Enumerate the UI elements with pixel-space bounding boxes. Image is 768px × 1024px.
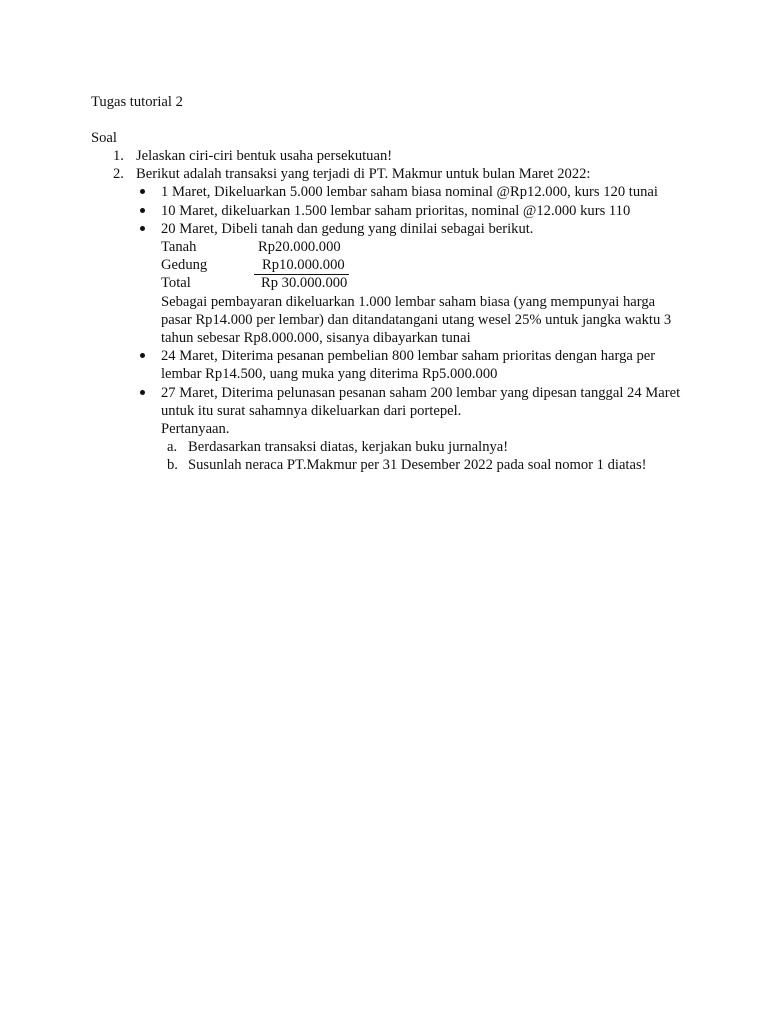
asset-label: Gedung <box>161 257 208 274</box>
pertanyaan-marker: a. <box>167 439 178 456</box>
transaction-text: 1 Maret, Dikeluarkan 5.000 lembar saham biasa nominal @Rp12.000, kurs 120 tunai <box>161 184 658 201</box>
asset-amount: Rp20.000.000 <box>258 239 341 256</box>
transaction-text: 24 Maret, Diterima pesanan pembelian 800 lembar saham prioritas dengan harga per lembar Rp14.500, uang muka yang diterima Rp5.000.000 <box>161 348 656 383</box>
soal-heading: Soal <box>91 130 117 146</box>
transaction-text: 20 Maret, Dibeli tanah dan gedung yang dinilai sebagai berikut. <box>161 220 534 237</box>
asset-total-amount: Rp 30.000.000 <box>258 274 347 292</box>
transaction-text: 10 Maret, dikeluarkan 1.500 lembar saham prioritas, nominal @12.000 kurs 110 <box>161 202 631 219</box>
bullet-icon <box>140 208 145 213</box>
pertanyaan-item-a <box>161 438 689 456</box>
pertanyaan-text: Berdasarkan transaksi diatas, kerjakan buku jurnalnya! <box>188 439 509 456</box>
question-number: 1. <box>113 148 124 164</box>
transaction-list <box>136 183 689 474</box>
question-list <box>0 147 689 475</box>
pertanyaan-list <box>161 438 689 474</box>
bullet-icon <box>140 390 145 395</box>
question-item-2 <box>0 165 689 474</box>
asset-label: Total <box>161 275 191 292</box>
question-item-1 <box>0 147 689 165</box>
bullet-icon <box>140 189 145 194</box>
pertanyaan-item-b <box>161 456 689 474</box>
asset-row-total <box>161 274 689 292</box>
transaction-item <box>0 202 689 220</box>
pertanyaan-heading: Pertanyaan. <box>161 421 230 438</box>
payment-note: Sebagai pembayaran dikeluarkan 1.000 lembar saham biasa (yang mempunyai harga pasar Rp14.000 per lembar) dan ditandatangani utang wesel 25% untuk jangka waktu 3 tahun sebesar Rp8.000.000, sisanya dibayarkan tunai <box>161 293 672 347</box>
question-text: Jelaskan ciri-ciri bentuk usaha persekutuan! <box>136 148 393 164</box>
transaction-item <box>0 183 689 201</box>
asset-row-tanah <box>161 238 689 256</box>
asset-row-gedung <box>161 256 689 274</box>
transaction-item <box>0 347 689 383</box>
asset-label: Tanah <box>161 239 197 256</box>
pertanyaan-text: Susunlah neraca PT.Makmur per 31 Desember 2022 pada soal nomor 1 diatas! <box>188 457 647 474</box>
document-title: Tugas tutorial 2 <box>91 94 183 110</box>
transaction-item <box>0 220 689 347</box>
transaction-item <box>0 384 689 475</box>
question-number: 2. <box>113 166 124 183</box>
transaction-text: 27 Maret, Diterima pelunasan pesanan saham 200 lembar yang dipesan tanggal 24 Maret untuk itu surat sahamnya dikeluarkan dari portepel. <box>161 384 681 419</box>
asset-table <box>161 238 689 293</box>
bullet-icon <box>140 353 145 358</box>
pertanyaan-marker: b. <box>167 457 178 474</box>
asset-amount: Rp10.000.000 <box>262 257 345 274</box>
question-text: Berikut adalah transaksi yang terjadi di PT. Makmur untuk bulan Maret 2022: <box>136 166 591 183</box>
bullet-icon <box>140 226 145 231</box>
